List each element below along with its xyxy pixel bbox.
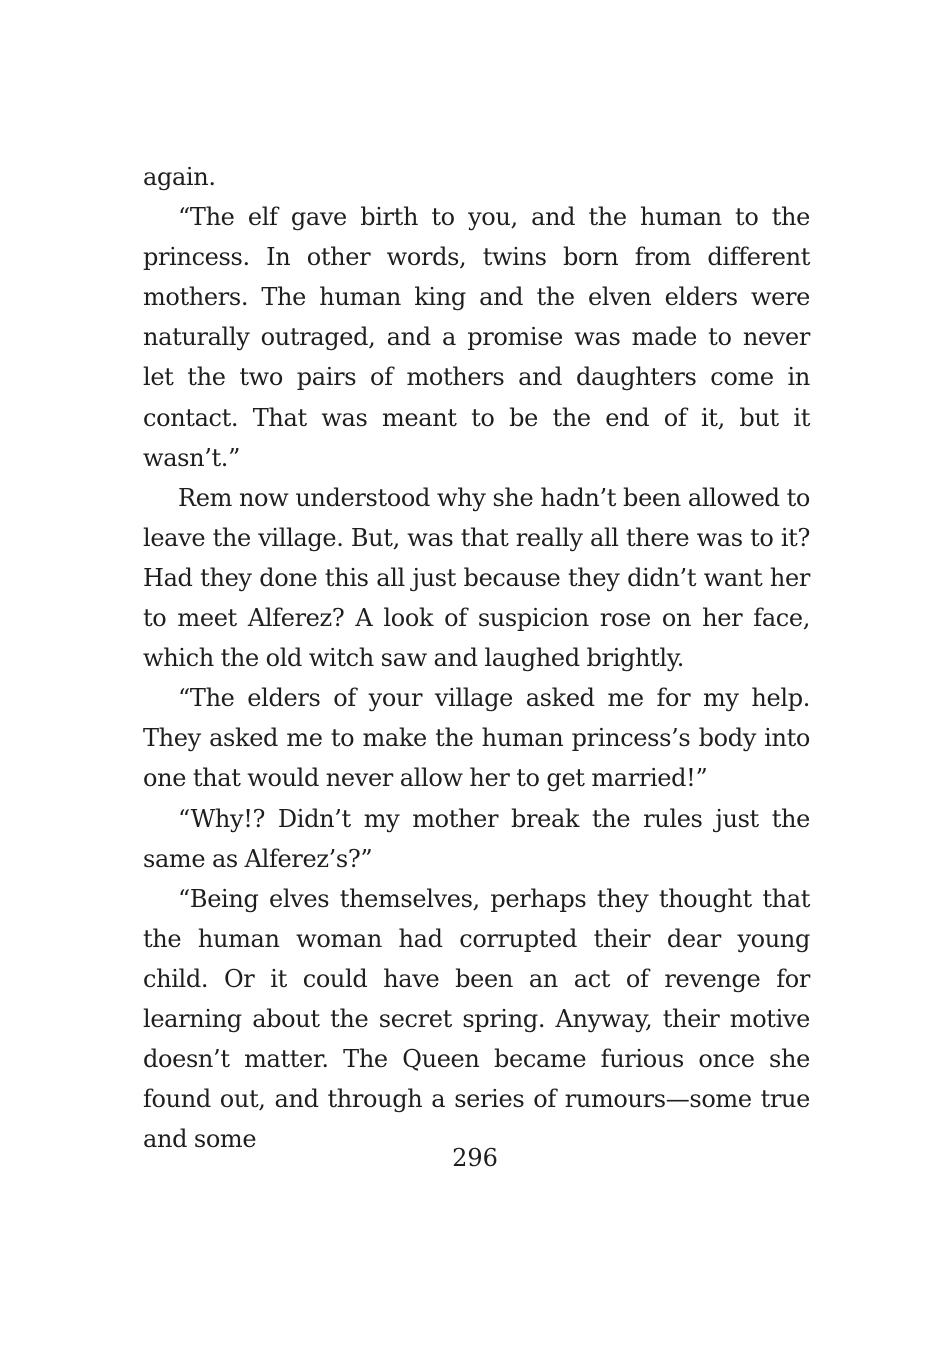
- paragraph: “Why!? Didn’t my mother break the rules just the same as Alferez’s?”: [143, 804, 810, 873]
- paragraph: “The elf gave birth to you, and the human to the princess. In other words, twins born from different mothers. The human king and the elven elders were naturally outraged, and a promise was made to never let the two pairs of mothers and daughters come in contact. That was meant to be the end of it, but it wasn’t.”: [143, 203, 810, 472]
- paragraph: “The elders of your village asked me for my help. They asked me to make the human princess’s body into one that would never allow her to get married!”: [143, 684, 810, 793]
- paragraph-continued: again.: [143, 163, 216, 191]
- page-number: 296: [452, 1144, 498, 1172]
- paragraph: “Being elves themselves, perhaps they thought that the human woman had corrupted their dear young child. Or it could have been an act of revenge for learning about the secret spring. Anyway, their motive doesn’t matter. The Queen became furious once she found out, and through a series of rumours—some true and some: [143, 884, 810, 1154]
- page-body: [143, 157, 810, 1159]
- paragraph: Rem now understood why she hadn’t been allowed to leave the village. But, was that really all there was to it? Had they done this all just because they didn’t want her to meet Alferez? A look of suspicion rose on her face, which the old witch saw and laughed brightly.: [143, 483, 810, 673]
